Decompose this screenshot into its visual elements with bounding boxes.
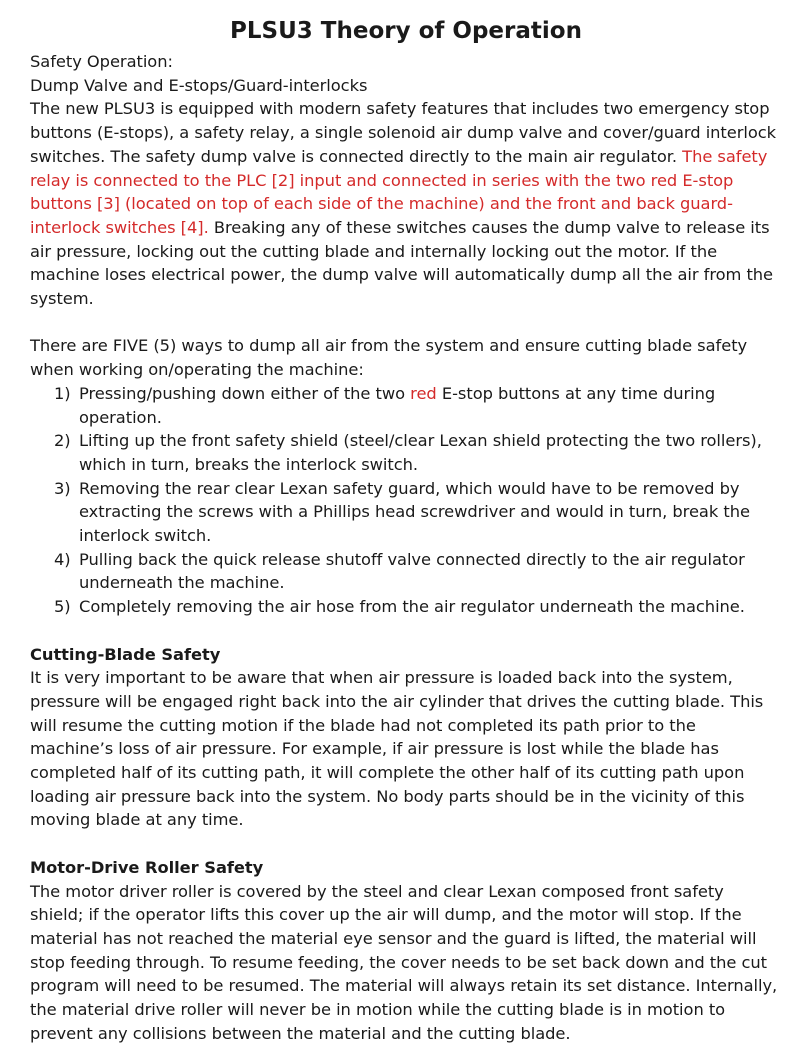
list-item-number: 3) [54, 478, 71, 498]
cutting-blade-paragraph: It is very important to be aware that when air pressure is loaded back into the system, pressure will be engaged right back into the air cylinder that drives the cutting blade. This will resume the cutting motion if the blade had not completed its path prior to the machine’s loss of air pressure. For example, if air pressure is lost while the blade has completed half of its cutting path, it will complete the other half of its cutting path upon loading air pressure back into the system. No body parts should be in the vicinity of this moving blade at any time. [30, 668, 764, 830]
list-item [30, 477, 782, 548]
paragraph-gap [30, 619, 782, 643]
dump-valve-subheading: Dump Valve and E-stops/Guard-interlocks [30, 75, 368, 95]
safety-paragraph-part2: Breaking any of these switches causes the dump valve to release its air pressure, locking out the cutting blade and internally locking out the motor. If the machine loses electrical power, the dump valve will automatically dump all the air from the system. [30, 217, 774, 309]
list-item [30, 595, 782, 619]
list-item-number: 4) [54, 549, 71, 569]
motor-drive-paragraph: The motor driver roller is covered by the steel and clear Lexan composed front safety shield; if the operator lifts this cover up the air will dump, and the motor will stop. If the material has not reached the material eye sensor and the guard is lifted, the material will stop feeding through. To resume feeding, the cover needs to be set back down and the cut program will need to be resumed. The material will always retain its set distance. Internally, the material drive roller will never be in motion while the cutting blade is in motion to prevent any collisions between the material and the cutting blade. [30, 881, 778, 1043]
paragraph-gap [30, 832, 782, 856]
motor-drive-heading: Motor-Drive Roller Safety [30, 857, 264, 877]
dump-ways-list [30, 382, 782, 619]
list-item-text: Removing the rear clear Lexan safety guard, which would have to be removed by extracting the screws with a Phillips head screwdriver and would in turn, break the interlock switch. [79, 478, 750, 546]
dump-ways-intro: There are FIVE (5) ways to dump all air from the system and ensure cutting blade safety when working on/operating the machine: [30, 336, 748, 380]
list-item-number: 1) [54, 383, 71, 403]
paragraph-gap [30, 311, 782, 335]
document-title: PLSU3 Theory of Operation [230, 18, 582, 44]
list-item [30, 548, 782, 595]
list-item-text-cont: E-stop buttons at any time during operation. [79, 383, 716, 427]
cutting-blade-heading: Cutting-Blade Safety [30, 644, 221, 664]
red-highlight: red [410, 383, 437, 403]
safety-paragraph [30, 97, 782, 310]
list-item-text: Pressing/pushing down either of the two [79, 383, 406, 403]
safety-paragraph-part1: The new PLSU3 is equipped with modern safety features that includes two emergency stop buttons (E-stops), a safety relay, a single solenoid air dump valve and cover/guard interlock switches. The safety dump valve is connected directly to the main air regulator. [30, 99, 777, 166]
list-item-text: Pulling back the quick release shutoff valve connected directly to the air regulator underneath the machine. [79, 549, 745, 593]
list-item-number: 2) [54, 431, 71, 451]
safety-relay-highlight: The safety relay is connected to the PLC [2] input and connected in series with the two red E-stop buttons [3] (located on top of each side of the machine) and the front and back guard-interlock switches [4]. [30, 146, 768, 237]
list-item-text: Lifting up the front safety shield (steel/clear Lexan shield protecting the two rollers), which in turn, breaks the interlock switch. [79, 431, 762, 474]
list-item-number: 5) [54, 597, 71, 617]
safety-operation-heading: Safety Operation: [30, 52, 173, 71]
document-page [30, 14, 782, 1045]
list-item [30, 429, 782, 476]
list-item-text: Completely removing the air hose from the air regulator underneath the machine. [79, 597, 745, 617]
list-item [30, 382, 782, 429]
